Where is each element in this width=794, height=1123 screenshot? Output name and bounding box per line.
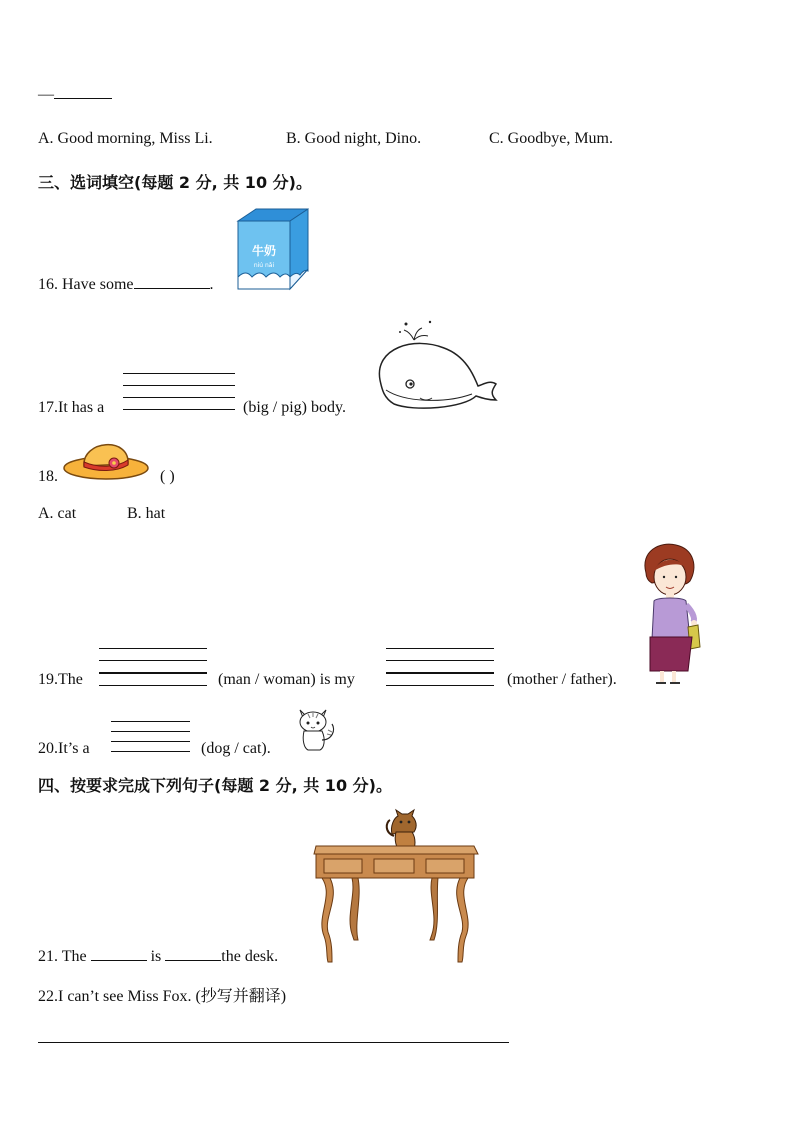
milk-carton-image: [234, 207, 312, 293]
q15-option-a: A. Good morning, Miss Li.: [38, 130, 213, 147]
q21-answer-blank-1[interactable]: [91, 959, 147, 961]
whale-image: [374, 318, 500, 412]
milk-label: 牛奶: [251, 244, 277, 258]
q15-answer-blank[interactable]: [54, 97, 112, 99]
q16-prefix: 16. Have some: [38, 276, 134, 293]
cat-image: [292, 704, 340, 752]
q20-writing-lines[interactable]: [111, 721, 190, 753]
hat-image: [62, 432, 150, 482]
q18-option-a: A. cat: [38, 505, 77, 522]
q19-writing-lines-2[interactable]: [386, 648, 494, 687]
q17-prefix: 17.It has a: [38, 399, 105, 416]
q19-middle: (man / woman) is my: [218, 671, 355, 688]
q15-option-c: C. Goodbye, Mum.: [489, 130, 613, 147]
q16-text: [38, 276, 214, 294]
q16-answer-blank[interactable]: [134, 287, 210, 289]
q22-answer-line[interactable]: [38, 1042, 509, 1044]
q21-middle: is: [150, 948, 162, 965]
q19-suffix: (mother / father).: [507, 671, 617, 688]
q21-answer-blank-2[interactable]: [165, 959, 221, 961]
desk-with-cat-image: [312, 806, 478, 964]
q17-suffix: (big / pig) body.: [243, 399, 346, 416]
q20-prefix: 20.It’s a: [38, 740, 90, 757]
q19-writing-lines-1[interactable]: [99, 648, 207, 687]
dash: —: [38, 86, 54, 103]
section-4-title: 四、按要求完成下列句子(每题 2 分, 共 10 分)。: [38, 776, 392, 795]
q21-text: [38, 948, 278, 966]
q17-writing-lines[interactable]: [123, 373, 235, 411]
milk-pinyin: niú nǎi: [253, 262, 275, 269]
woman-image: [640, 543, 702, 687]
q16-suffix: .: [209, 276, 214, 293]
q20-suffix: (dog / cat).: [201, 740, 271, 757]
q18-answer-paren[interactable]: ( ): [160, 468, 175, 485]
q21-suffix: the desk.: [221, 948, 279, 965]
q19-prefix: 19.The: [38, 671, 83, 688]
q15-dash: [38, 86, 112, 104]
q18-prefix: 18.: [38, 468, 58, 485]
q21-prefix: 21. The: [38, 948, 87, 965]
q15-option-b: B. Good night, Dino.: [286, 130, 422, 147]
q18-option-b: B. hat: [127, 505, 166, 522]
q22-text: 22.I can’t see Miss Fox. (抄写并翻译): [38, 988, 287, 1005]
section-3-title: 三、选词填空(每题 2 分, 共 10 分)。: [38, 173, 312, 192]
